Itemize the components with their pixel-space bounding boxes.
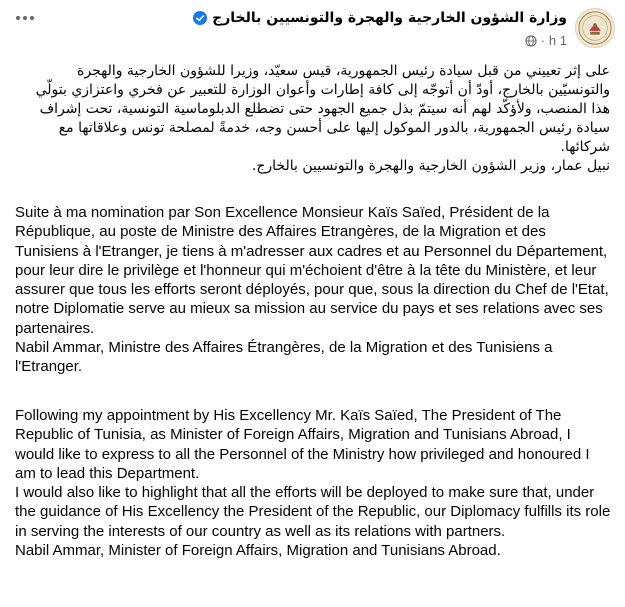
english-signature: Nabil Ammar, Minister of Foreign Affairs, Migration and Tunisians Abroad. [15, 542, 501, 560]
french-signature: Nabil Ammar, Ministre des Affaires Étrangères, de la Migration et des Tunisiens a l'Etranger. [15, 339, 553, 376]
page-name[interactable]: وزارة الشؤون الخارجية والهجرة والتونسيين بالخارج [212, 10, 567, 26]
meta-separator: · [540, 33, 545, 48]
post-timestamp[interactable]: 1 h [548, 33, 567, 48]
post-header [0, 0, 625, 56]
verified-badge-icon [193, 11, 207, 25]
english-paragraph-1: Following my appointment by His Excellency Mr. Kaïs Saïed, The President of The Republic of Tunisia, as Minister of Foreign Affairs, Migration and Tunisians Abroad, I would like to express to all the Personnel of the Ministry how privileged and honoured I am to lead this Department. [15, 407, 590, 482]
french-paragraph: Suite à ma nomination par Son Excellence Monsieur Kaïs Saïed, Président de la République, au poste de Ministre des Affaires Etrangères, de la Migration et des Tunisiens à l'Etranger, je tiens à m'adresser aux cadres et au Personnel du Département, pour leur dire le privilège et l'honneur qui m'échoient d'être à la tête du Ministère, et leur assurer que tous les efforts seront déployés, pour que, sous la direction du Chef de l'Etat, notre Diplomatie serve au mieux sa mission au service du pays et ses relations avec ses partenaires. [15, 204, 609, 337]
page-avatar[interactable] [575, 8, 615, 48]
arabic-paragraph: على إثر تعييني من قبل سيادة رئيس الجمهورية، قيس سعيّد، وزيرا للشؤون الخارجية والهجرة والتونسيّين بالخارج، أودّ أن أتوجّه إلى كافة إطارات وأعوان الوزارة للتعبير عن فخري واعتزازي بتولّي هذا المنصب، ولأؤكّد لهم أنه سيتمّ بذل جميع الجهود حتى تضطلع الدبلوماسية التونسية، تحت إشراف سيادة رئيس الجمهورية، بالدور الموكول إليها على أحسن وجه، خدمةً لمصلحة تونس وعلاقاتها مع شركائها. [35, 63, 610, 155]
post-meta [525, 33, 567, 48]
arabic-signature: نبيل عمار، وزير الشؤون الخارجية والهجرة والتونسيين بالخارج. [251, 158, 610, 174]
ministry-seal-logo [576, 9, 614, 47]
arabic-message [18, 62, 610, 176]
french-message [15, 203, 611, 377]
english-paragraph-2: I would also like to highlight that all the efforts will be deployed to make sure that, under the guidance of His Excellency the President of the Republic, our Diplomacy fulfills its role in serving the interests of our country as well as its relations with partners. [15, 484, 611, 540]
globe-icon[interactable] [525, 35, 537, 47]
english-message [15, 406, 611, 560]
page-title-row [193, 10, 567, 26]
more-options-icon[interactable] [10, 8, 40, 28]
